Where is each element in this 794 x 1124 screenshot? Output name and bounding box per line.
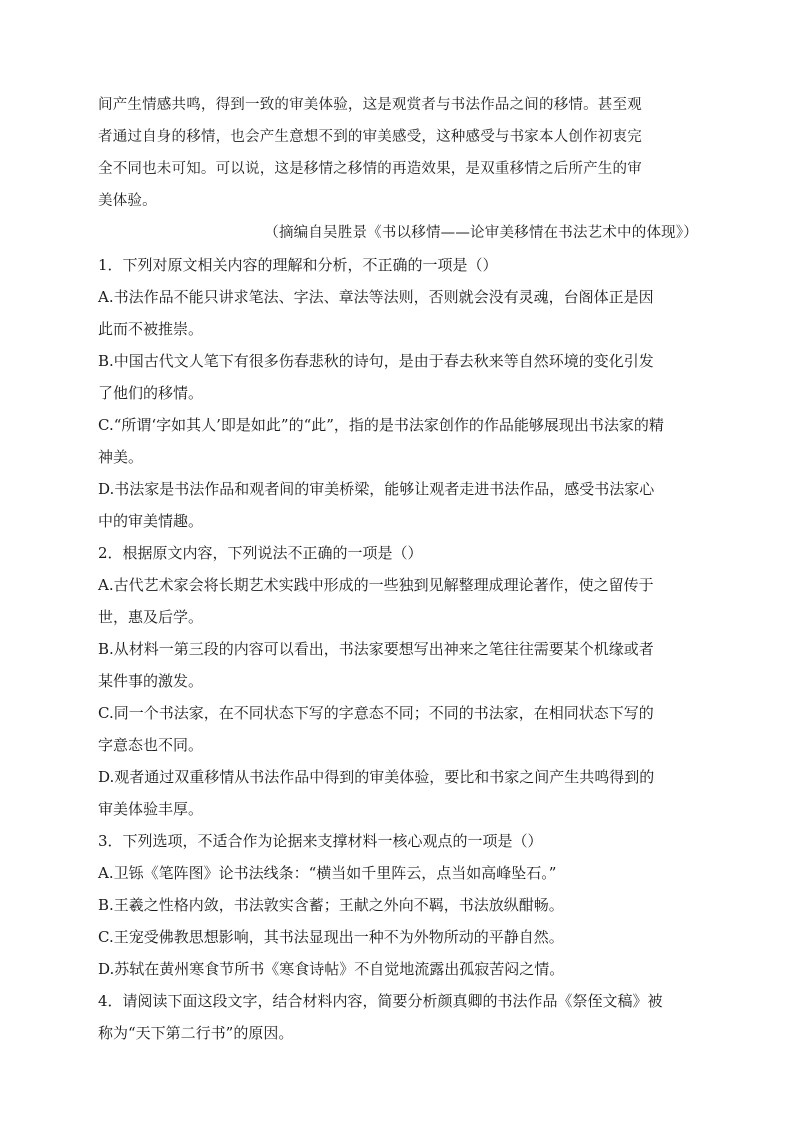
- question-stem: 1．下列对原文相关内容的理解和分析，不正确的一项是（）: [98, 256, 498, 274]
- option-a: A.古代艺术家会将长期艺术实践中形成的一些独到见解整理成理论著作，使之留传于: [98, 576, 654, 594]
- question-stem-continued: 称为“天下第二行书”的原因。: [98, 1024, 294, 1042]
- option-d-continued: 审美体验丰厚。: [98, 800, 204, 818]
- passage-line: 间产生情感共鸣，得到一致的审美体验，这是观赏者与书法作品之间的移情。甚至观: [98, 97, 642, 113]
- option-b: B.中国古代文人笔下有很多伤春悲秋的诗句，是由于春去秋来等自然环境的变化引发: [98, 352, 654, 370]
- option-c: C.“所谓‘字如其人’即是如此”的“此”，指的是书法家创作的作品能够展现出书法家的精: [98, 416, 664, 434]
- option-a-continued: 世，惠及后学。: [98, 608, 204, 626]
- question-stem: 2．根据原文内容，下列说法不正确的一项是（）: [98, 544, 423, 562]
- passage-line: 美体验。: [98, 193, 157, 209]
- option-d: D.观者通过双重移情从书法作品中得到的审美体验，要比和书家之间产生共鸣得到的: [98, 768, 655, 786]
- option-b-continued: 某件事的激发。: [98, 672, 204, 690]
- question-stem: 3．下列选项，不适合作为论据来支撑材料一核心观点的一项是（）: [98, 832, 543, 850]
- option-d: D.书法家是书法作品和观者间的审美桥梁，能够让观者走进书法作品，感受书法家心: [98, 480, 655, 498]
- option-b: B.王羲之性格内敛，书法敦实含蓄；王献之外向不羁，书法放纵酣畅。: [98, 896, 564, 914]
- option-a: A.卫铄《笔阵图》论书法线条：“横当如千里阵云，点当如高峰坠石。”: [98, 864, 557, 882]
- citation: （摘编自吴胜景《书以移情——论审美移情在书法艺术中的体现》）: [264, 225, 698, 241]
- passage-line: 者通过自身的移情，也会产生意想不到的审美感受，这种感受与书家本人创作初衷完: [98, 129, 642, 145]
- option-b: B.从材料一第三段的内容可以看出，书法家要想写出神来之笔往往需要某个机缘或者: [98, 640, 654, 658]
- question-stem: 4．请阅读下面这段文字，结合材料内容，简要分析颜真卿的书法作品《祭侄文稿》被: [98, 992, 663, 1010]
- option-a: A.书法作品不能只讲求笔法、字法、章法等法则，否则就会没有灵魂，台阁体正是因: [98, 288, 654, 306]
- passage-line: 全不同也未可知。可以说，这是移情之移情的再造效果，是双重移情之后所产生的审: [98, 161, 642, 177]
- option-c: C.同一个书法家，在不同状态下写的字意态不同；不同的书法家，在相同状态下写的: [98, 704, 654, 722]
- option-c-continued: 神美。: [98, 448, 144, 466]
- option-d: D.苏轼在黄州寒食节所书《寒食诗帖》不自觉地流露出孤寂苦闷之情。: [98, 960, 565, 978]
- option-c: C.王宠受佛教思想影响，其书法显现出一种不为外物所动的平静自然。: [98, 928, 564, 946]
- option-d-continued: 中的审美情趣。: [98, 512, 204, 530]
- option-a-continued: 此而不被推崇。: [98, 320, 204, 338]
- option-b-continued: 了他们的移情。: [98, 384, 204, 402]
- option-c-continued: 字意态也不同。: [98, 736, 204, 754]
